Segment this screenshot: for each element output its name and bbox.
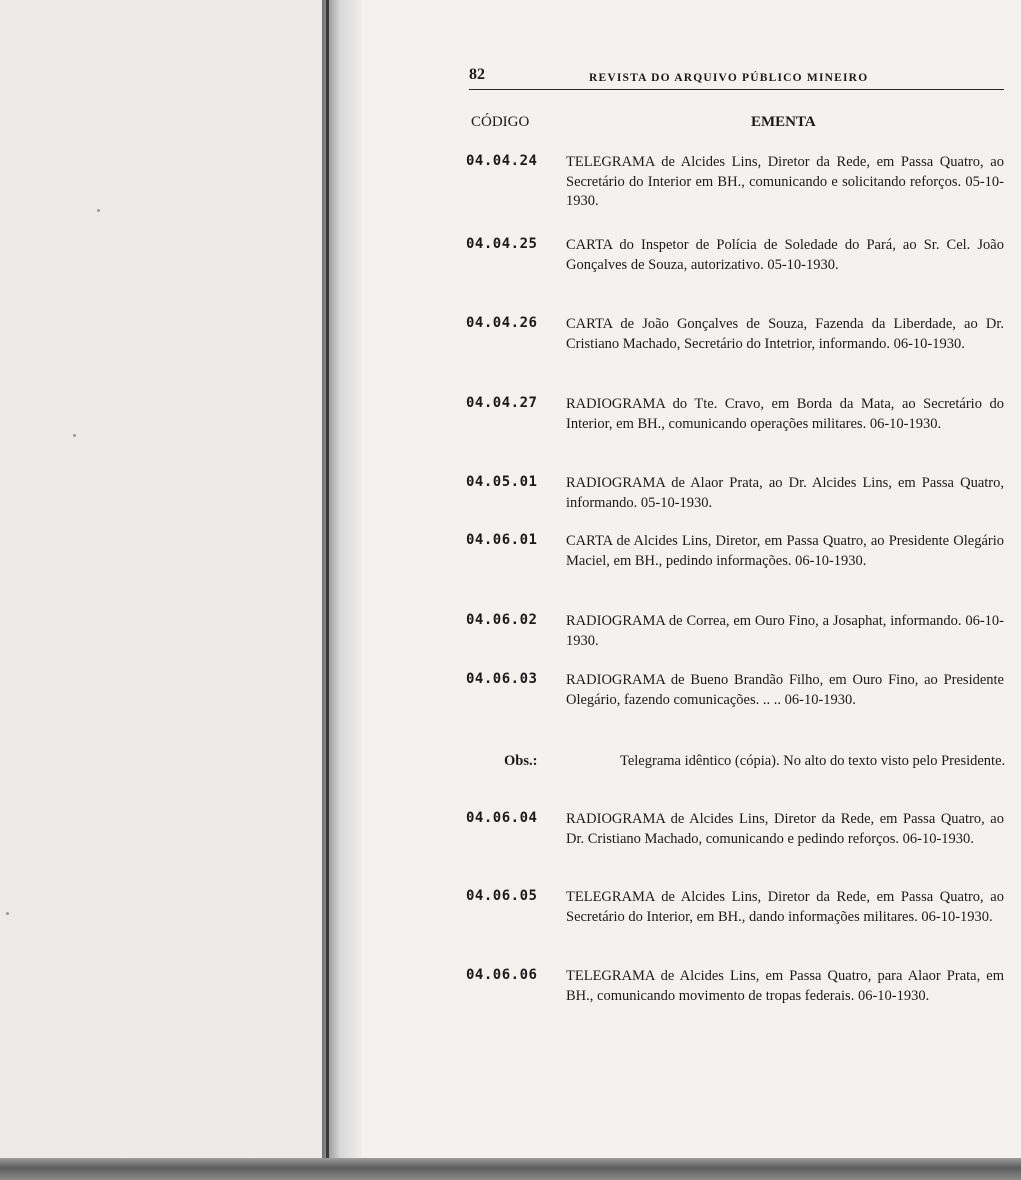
entry-text: TELEGRAMA de Alcides Lins, Diretor da Rede, em Passa Quatro, ao Secretário do Interior em BH., comunicando e solicitando reforços. 05-10-1930. — [566, 154, 1004, 209]
entry-text: TELEGRAMA de Alcides Lins, em Passa Quatro, para Alaor Prata, em BH., comunicando movimento de tropas federais. 06-10-1930. — [566, 968, 1004, 1004]
book-bottom-edge — [0, 1158, 1021, 1180]
entry-text: CARTA de João Gonçalves de Souza, Fazenda da Liberdade, ao Dr. Cristiano Machado, Secretário do Intetrior, informando. 06-10-1930. — [566, 316, 1004, 352]
paper-speck — [73, 434, 76, 437]
entry-text: RADIOGRAMA de Alaor Prata, ao Dr. Alcides Lins, em Passa Quatro, informando. 05-10-1930. — [566, 475, 1004, 511]
entry-code: 04.06.06 — [466, 967, 538, 983]
observation-text: Telegrama idêntico (cópia). No alto do texto visto pelo Presidente. — [620, 753, 1006, 769]
column-header-ementa: EMENTA — [751, 114, 816, 130]
observation-note — [504, 752, 1021, 772]
entry-code: 04.04.25 — [466, 236, 538, 252]
facing-page — [0, 0, 322, 1160]
entry-code: 04.04.26 — [466, 315, 538, 331]
entry-text: RADIOGRAMA do Tte. Cravo, em Borda da Mata, ao Secretário do Interior, em BH., comunicando operações militares. 06-10-1930. — [566, 396, 1004, 432]
entry-text: RADIOGRAMA de Correa, em Ouro Fino, a Josaphat, informando. 06-10-1930. — [566, 613, 1004, 649]
entry-text: CARTA do Inspetor de Polícia de Soledade do Pará, ao Sr. Cel. João Gonçalves de Souza, autorizativo. 05-10-1930. — [566, 237, 1004, 273]
entry-code: 04.06.03 — [466, 671, 538, 687]
paper-speck — [97, 209, 100, 212]
paper-speck — [6, 912, 9, 915]
entry-code: 04.06.04 — [466, 810, 538, 826]
entry-text: RADIOGRAMA de Bueno Brandão Filho, em Ouro Fino, ao Presidente Olegário, fazendo comunicações. .. .. 06-10-1930. — [566, 672, 1004, 708]
entry-code: 04.04.27 — [466, 395, 538, 411]
entry-code: 04.04.24 — [466, 153, 538, 169]
entry-text: RADIOGRAMA de Alcides Lins, Diretor da Rede, em Passa Quatro, ao Dr. Cristiano Machado, comunicando e pedindo reforços. 06-10-1930. — [566, 811, 1004, 847]
column-header-code: CÓDIGO — [471, 114, 530, 130]
entry-text: CARTA de Alcides Lins, Diretor, em Passa Quatro, ao Presidente Olegário Maciel, em BH., pedindo informações. 06-10-1930. — [566, 533, 1004, 569]
page-number: 82 — [469, 66, 485, 83]
entry-code: 04.06.02 — [466, 612, 538, 628]
entry-code: 04.06.01 — [466, 532, 538, 548]
running-title: REVISTA DO ARQUIVO PÚBLICO MINEIRO — [589, 72, 869, 84]
page-header — [469, 66, 1004, 90]
entry-code: 04.05.01 — [466, 474, 538, 490]
entry-text: TELEGRAMA de Alcides Lins, Diretor da Rede, em Passa Quatro, ao Secretário do Interior, em BH., dando informações militares. 06-10-1930. — [566, 889, 1004, 925]
header-rule — [469, 89, 1004, 90]
binding-line — [326, 0, 329, 1160]
document-page — [362, 0, 1021, 1158]
entry-code: 04.06.05 — [466, 888, 538, 904]
observation-label: Obs.: — [504, 753, 538, 769]
